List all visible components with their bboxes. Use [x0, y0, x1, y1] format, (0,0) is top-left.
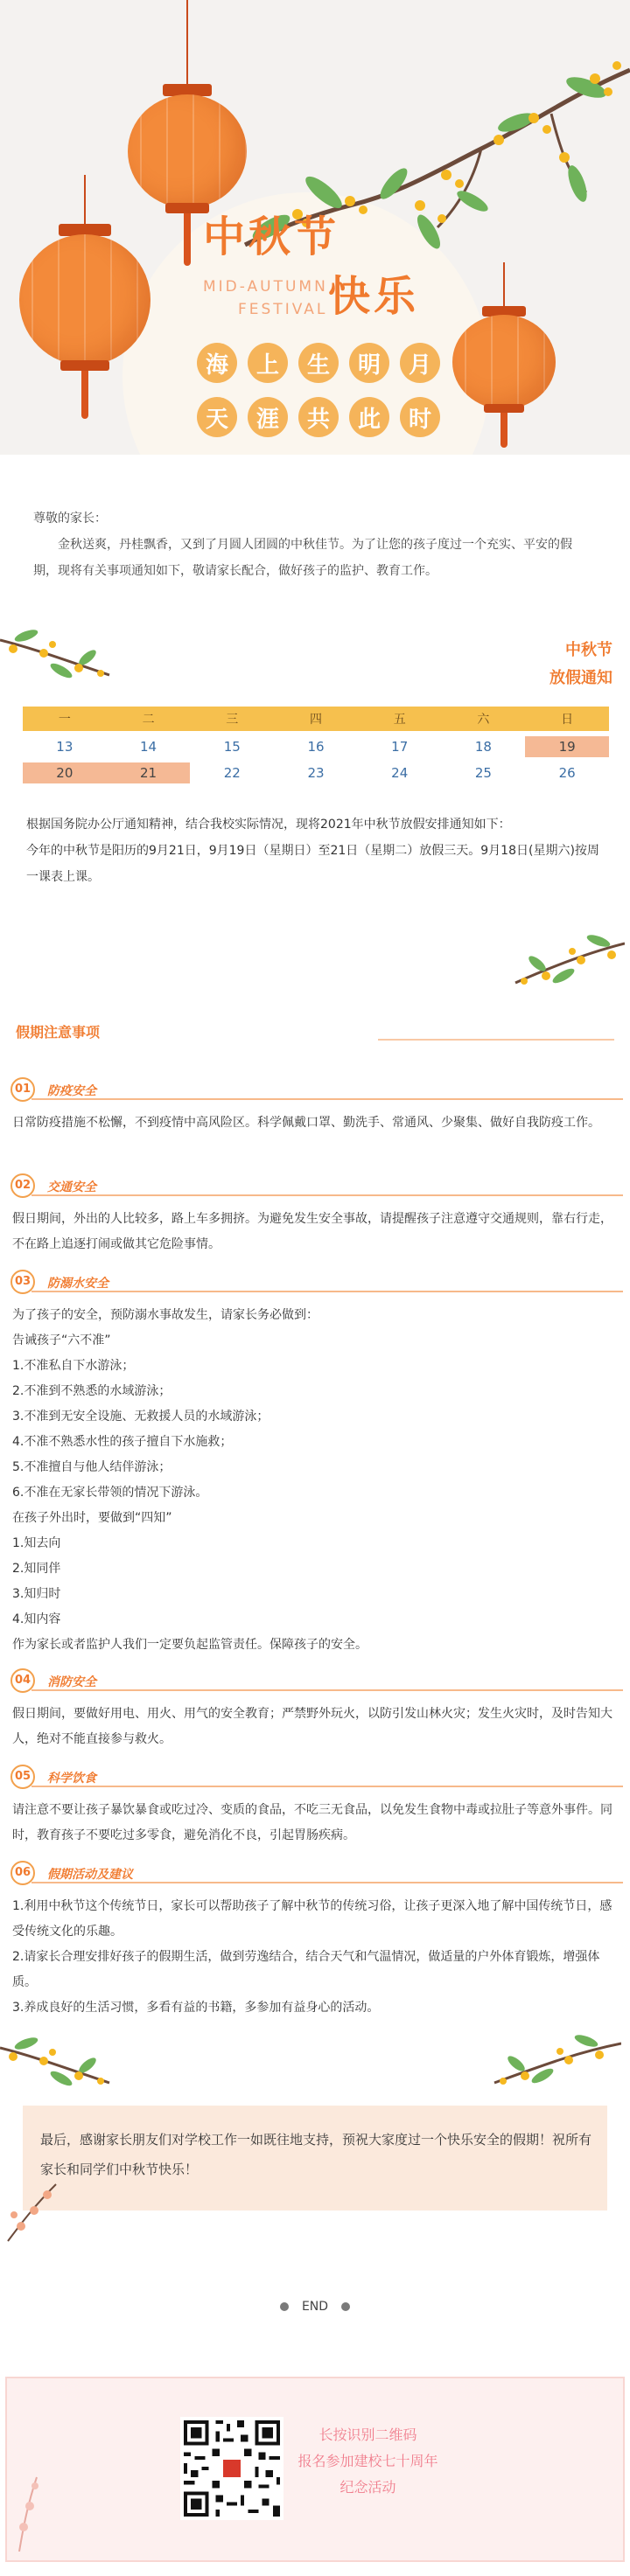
item-line: 在孩子外出时，要做到“四知” [12, 1511, 172, 1525]
weekday: 四 [309, 713, 322, 727]
item-rule [32, 1194, 623, 1196]
notice-item-diet [10, 1765, 623, 1852]
osmanthus-sprig-icon [0, 2030, 114, 2092]
poem-char: 上 [248, 343, 288, 383]
weekday: 一 [58, 713, 71, 727]
item-line: 1.利用中秋节这个传统节日，家长可以帮助孩子了解中秋节的传统习俗，让孩子更深入地了解中国传统节日，感受传统文化的乐趣。 [12, 1899, 612, 1939]
item-line: 请注意不要让孩子暴饮暴食或吃过冷、变质的食品，不吃三无食品，以免发生食物中毒或拉肚子等意外事件。同时，教育孩子不要吃过多零食，避免消化不良，引起胃肠疾病。 [12, 1803, 612, 1842]
item-rule [32, 1882, 623, 1883]
calendar-day: 26 [558, 765, 576, 781]
calendar-day: 15 [223, 739, 241, 755]
item-body [12, 1303, 616, 1658]
end-dot [280, 2302, 289, 2311]
item-line: 假日期间，外出的人比较多，路上车多拥挤。为避免发生安全事故，请提醒孩子注意遵守交通规则，靠右行走，不在路上追逐打闹或做其它危险事情。 [12, 1212, 612, 1251]
calendar [23, 707, 609, 783]
hero-subtitle-en-2: FESTIVAL [238, 301, 328, 318]
footer-line: 长按识别二维码 [318, 2426, 417, 2443]
item-body [12, 1110, 616, 1136]
item-label: 消防安全 [47, 1675, 96, 1689]
poem-char: 此 [349, 397, 389, 437]
footer-line: 报名参加建校七十周年 [298, 2453, 438, 2469]
policy-paragraph: 今年的中秋节是阳历的9月21日，9月19日（星期日）至21日（星期二）放假三天。9月18日(星期六)按周一课表上课。 [26, 844, 599, 884]
lantern-right [452, 262, 556, 455]
greeting [0, 455, 630, 584]
hero-subtitle-en-1: MID-AUTUMN [203, 278, 328, 296]
poem-char: 涯 [248, 397, 288, 437]
poem-char: 生 [298, 343, 339, 383]
calendar-week [23, 736, 609, 757]
item-line: 2.知同伴 [12, 1562, 61, 1576]
item-line: 假日期间，要做好用电、用火、用气的安全教育；严禁野外玩火，以防引发山林火灾；发生火灾时，及时告知大人，绝对不能直接参与救火。 [12, 1707, 612, 1746]
poem-char: 月 [400, 343, 440, 383]
calendar-day-holiday: 21 [107, 762, 191, 783]
weekday: 五 [393, 713, 406, 727]
notice-title-line1: 中秋节 [565, 641, 612, 659]
osmanthus-sprig-icon [490, 2030, 621, 2092]
greeting-paragraph: 金秋送爽，丹桂飘香，又到了月圆人团圆的中秋佳节。为了让您的孩子度过一个充实、平安的假期，现将有关事项通知如下，敬请家长配合，做好孩子的监护、教育工作。 [33, 538, 572, 578]
item-line: 3.不准到无安全设施、无救援人员的水域游泳； [12, 1410, 270, 1424]
item-body [12, 1894, 616, 2021]
item-line: 3.知归时 [12, 1587, 61, 1601]
item-line: 2.不准到不熟悉的水域游泳； [12, 1384, 172, 1398]
end-label: END [301, 2300, 329, 2314]
item-number: 05 [10, 1765, 35, 1789]
weekday: 日 [561, 713, 574, 727]
item-label: 防疫安全 [47, 1084, 96, 1098]
item-number: 02 [10, 1173, 35, 1198]
weekday: 三 [226, 713, 239, 727]
calendar-day: 24 [391, 765, 409, 781]
section-divider [378, 1039, 614, 1041]
end-marker [0, 2300, 630, 2314]
poem-char: 时 [400, 397, 440, 437]
item-line: 4.知内容 [12, 1612, 61, 1626]
item-line: 4.不准不熟悉水性的孩子擅自下水施救； [12, 1435, 233, 1449]
item-number: 01 [10, 1077, 35, 1102]
item-line: 3.养成良好的生活习惯，多看有益的书籍，多参加有益身心的活动。 [12, 2001, 380, 2015]
calendar-day-holiday: 20 [23, 762, 107, 783]
notice-item-drowning [10, 1270, 623, 1654]
item-body [12, 1798, 616, 1848]
notice-title [550, 637, 612, 693]
item-label: 防溺水安全 [47, 1277, 108, 1291]
notice-item-traffic [10, 1173, 623, 1252]
item-line: 5.不准擅自与他人结伴游泳； [12, 1460, 172, 1474]
calendar-day: 23 [307, 765, 325, 781]
calendar-day-holiday: 19 [525, 736, 609, 757]
flower-decoration-icon [10, 2473, 46, 2552]
osmanthus-sprig-icon [0, 623, 114, 684]
item-line: 为了孩子的安全，预防溺水事故发生，请家长务必做到： [12, 1308, 318, 1322]
end-dot [341, 2302, 350, 2311]
policy-paragraph: 根据国务院办公厅通知精神，结合我校实际情况，现将2021年中秋节放假安排通知如下： [26, 818, 511, 832]
item-line: 告诫孩子“六不准” [12, 1333, 111, 1347]
footer-line: 纪念活动 [340, 2479, 396, 2496]
poem-char: 海 [197, 343, 237, 383]
lantern-left [19, 175, 150, 455]
notice-item-activities [10, 1861, 623, 2018]
item-rule [32, 1689, 623, 1691]
notice-title-line2: 放假通知 [550, 669, 612, 687]
item-rule [32, 1786, 623, 1787]
footer-qr-panel [5, 2377, 625, 2562]
item-number: 03 [10, 1270, 35, 1294]
calendar-day: 22 [223, 765, 241, 781]
osmanthus-sprig-icon [4, 2176, 65, 2245]
notice-item-fire [10, 1668, 623, 1756]
item-line: 日常防疫措施不松懈，不到疫情中高风险区。科学佩戴口罩、勤洗手、常通风、少聚集、做好自我防疫工作。 [12, 1116, 600, 1130]
item-label: 假期活动及建议 [47, 1868, 133, 1882]
poem-line-1 [197, 343, 440, 383]
item-number: 06 [10, 1861, 35, 1885]
calendar-day: 16 [307, 739, 325, 755]
item-body [12, 1702, 616, 1752]
item-line: 1.知去向 [12, 1536, 61, 1550]
item-line: 作为家长或者监护人我们一定要负起监管责任。保障孩子的安全。 [12, 1638, 368, 1652]
calendar-day: 13 [56, 739, 74, 755]
poem-line-2 [197, 397, 440, 437]
poem-char: 天 [197, 397, 237, 437]
section-header [16, 1021, 614, 1041]
policy-text [26, 811, 604, 890]
poem-char: 明 [349, 343, 389, 383]
calendar-day: 17 [391, 739, 409, 755]
hero-title-2: 快乐 [328, 272, 420, 321]
salutation: 尊敬的家长： [33, 512, 107, 526]
item-number: 04 [10, 1668, 35, 1693]
calendar-day: 14 [140, 739, 158, 755]
item-line: 1.不准私自下水游泳； [12, 1359, 135, 1373]
weekday: 二 [142, 713, 155, 727]
closing-message [23, 2106, 607, 2210]
qr-code-icon[interactable] [180, 2417, 284, 2520]
item-rule [32, 1291, 623, 1292]
closing-text: 最后，感谢家长朋友们对学校工作一如既往地支持，预祝大家度过一个快乐安全的假期！祝所有家长和同学们中秋节快乐！ [40, 2132, 592, 2177]
item-line: 6.不准在无家长带领的情况下游泳。 [12, 1486, 208, 1500]
osmanthus-sprig-icon [511, 930, 625, 992]
calendar-week [23, 762, 609, 783]
hero-title-1: 中秋节 [203, 212, 340, 261]
calendar-header [23, 707, 609, 731]
calendar-day: 18 [474, 739, 492, 755]
footer-text [291, 2422, 444, 2501]
poem-char: 共 [298, 397, 339, 437]
notice-item-epidemic [10, 1077, 623, 1156]
item-label: 科学饮食 [47, 1772, 96, 1786]
item-body [12, 1207, 616, 1257]
calendar-day: 25 [474, 765, 492, 781]
weekday: 六 [477, 713, 490, 727]
item-line: 2.请家长合理安排好孩子的假期生活，做到劳逸结合，结合天气和气温情况，做适量的户外体育锻炼，增强体质。 [12, 1950, 600, 1989]
item-label: 交通安全 [47, 1180, 96, 1194]
hero-banner [0, 0, 630, 455]
section-title: 假期注意事项 [16, 1024, 101, 1041]
item-rule [32, 1098, 623, 1100]
